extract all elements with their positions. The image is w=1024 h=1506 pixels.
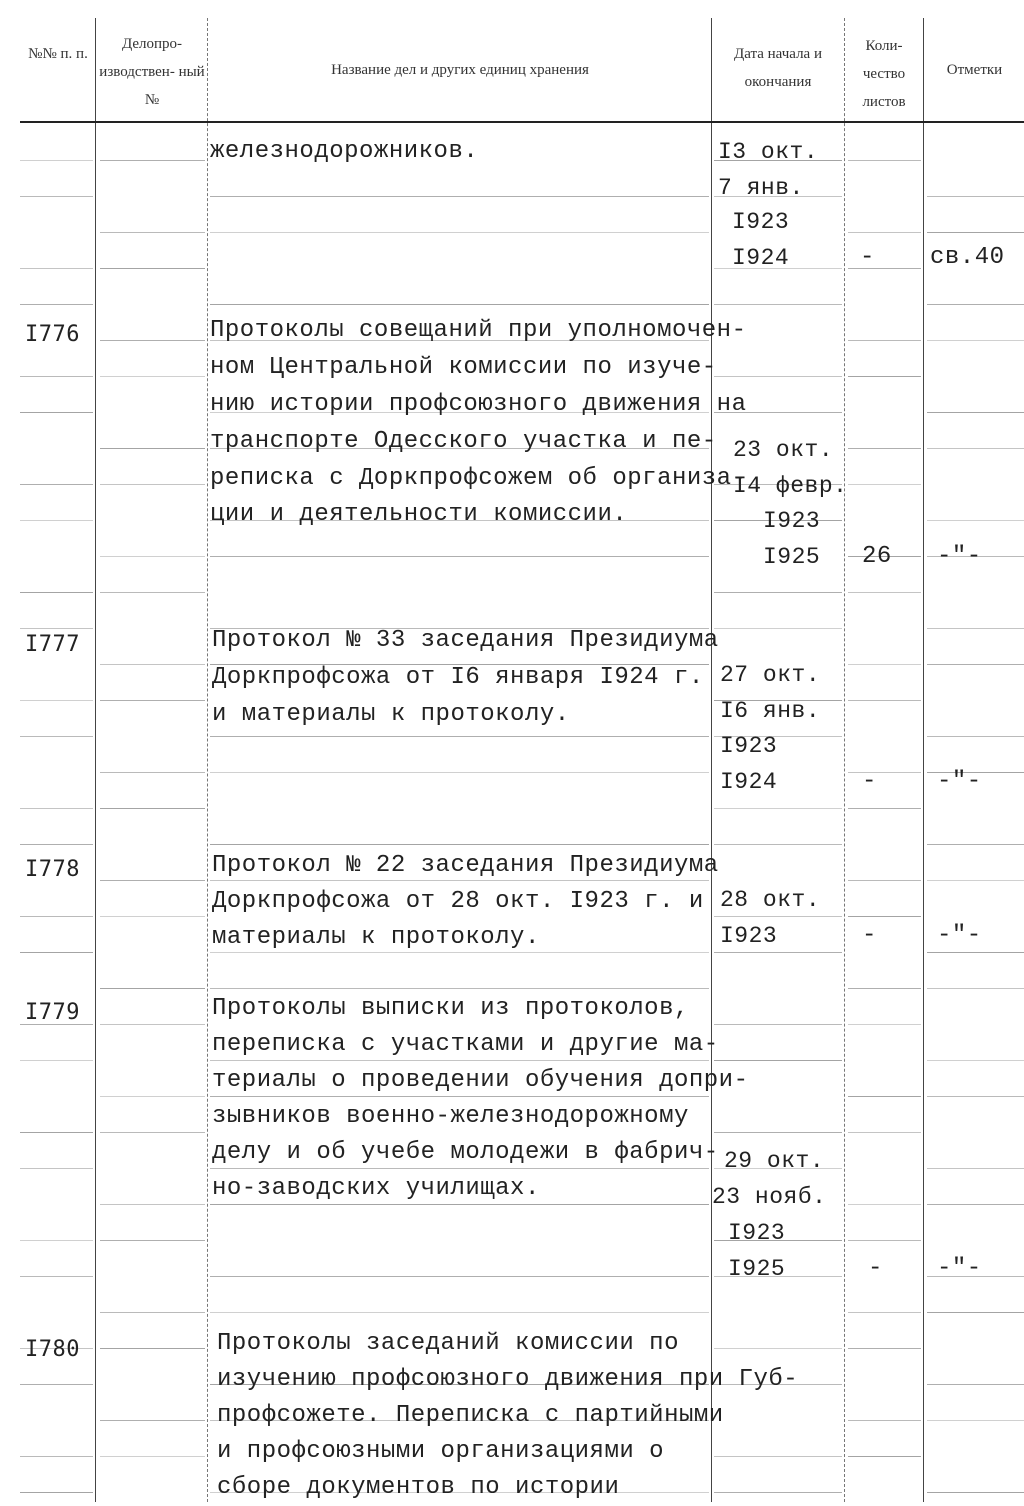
header-bottom-rule — [20, 121, 1024, 123]
row-notes: св.40 — [930, 244, 1005, 271]
header-col-sheets: Коли- чество листов — [862, 38, 906, 110]
guide-rule — [927, 448, 1024, 449]
guide-rule — [100, 232, 205, 233]
guide-rule — [714, 304, 842, 305]
guide-rule — [100, 916, 205, 917]
guide-rule — [848, 484, 921, 485]
row-title-line: Доркпрофсожа от 28 окт. I923 г. и — [212, 888, 704, 915]
row-sheets: 26 — [862, 543, 892, 570]
guide-rule — [848, 1456, 921, 1457]
guide-rule — [848, 1204, 921, 1205]
guide-rule — [848, 1240, 921, 1241]
column-divider — [207, 18, 208, 1502]
row-title-line: материалы к протоколу. — [212, 924, 540, 951]
row-sheets: - — [868, 1255, 883, 1282]
row-sheets: - — [862, 768, 877, 795]
guide-rule — [20, 736, 93, 737]
guide-rule — [927, 520, 1024, 521]
row-date-line: I924 — [720, 769, 778, 795]
row-date-line: I925 — [728, 1256, 786, 1282]
row-date-line: I923 — [728, 1220, 786, 1246]
row-title-line: Протоколы выписки из протоколов, — [212, 995, 689, 1022]
guide-rule — [848, 232, 921, 233]
guide-rule — [20, 952, 93, 953]
row-title-line: териалы о проведении обучения допри- — [212, 1067, 749, 1094]
column-divider — [95, 18, 96, 1502]
guide-rule — [927, 1312, 1024, 1313]
row-notes: -"- — [937, 768, 982, 795]
guide-rule — [100, 592, 205, 593]
guide-rule — [20, 484, 93, 485]
guide-rule — [210, 736, 709, 737]
guide-rule — [210, 844, 709, 845]
guide-rule — [848, 1024, 921, 1025]
guide-rule — [848, 268, 921, 269]
guide-rule — [100, 1348, 205, 1349]
guide-rule — [927, 232, 1024, 233]
guide-rule — [20, 1060, 93, 1061]
guide-rule — [714, 592, 842, 593]
guide-rule — [210, 772, 709, 773]
column-divider — [923, 18, 924, 1502]
row-sheets: - — [862, 922, 877, 949]
guide-rule — [210, 196, 709, 197]
guide-rule — [927, 340, 1024, 341]
guide-rule — [100, 700, 205, 701]
row-notes: -"- — [937, 1255, 982, 1282]
column-divider — [711, 18, 712, 1502]
guide-rule — [210, 304, 709, 305]
guide-rule — [927, 304, 1024, 305]
header-col-number: №№ п. п. — [28, 46, 88, 62]
guide-rule — [714, 1492, 842, 1493]
guide-rule — [714, 808, 842, 809]
guide-rule — [927, 1204, 1024, 1205]
guide-rule — [848, 1132, 921, 1133]
guide-rule — [100, 808, 205, 809]
guide-rule — [20, 1384, 93, 1385]
row-sheets: - — [860, 244, 875, 271]
guide-rule — [927, 196, 1024, 197]
row-title-line: зывников военно-железнодорожному — [212, 1103, 689, 1130]
row-notes: -"- — [937, 922, 982, 949]
guide-rule — [210, 988, 709, 989]
guide-rule — [927, 1420, 1024, 1421]
guide-rule — [20, 1168, 93, 1169]
row-title-line: Протоколы заседаний комиссии по — [217, 1330, 679, 1357]
guide-rule — [848, 700, 921, 701]
guide-rule — [20, 1276, 93, 1277]
guide-rule — [100, 268, 205, 269]
row-number: I777 — [25, 632, 80, 657]
guide-rule — [210, 556, 709, 557]
row-date-line: I923 — [720, 733, 778, 759]
header-col-dates: Дата начала и окончания — [734, 46, 822, 90]
guide-rule — [210, 1276, 709, 1277]
guide-rule — [100, 880, 205, 881]
guide-rule — [848, 1420, 921, 1421]
guide-rule — [20, 1492, 93, 1493]
guide-rule — [20, 412, 93, 413]
guide-rule — [20, 1240, 93, 1241]
row-title-line: изучению профсоюзного движения при Губ- — [217, 1366, 799, 1393]
row-title-line: но-заводских училищах. — [212, 1175, 540, 1202]
row-number: I778 — [25, 857, 80, 882]
guide-rule — [848, 772, 921, 773]
guide-rule — [20, 700, 93, 701]
guide-rule — [927, 412, 1024, 413]
guide-rule — [20, 916, 93, 917]
guide-rule — [100, 1420, 205, 1421]
guide-rule — [848, 916, 921, 917]
row-date-line: 29 окт. — [724, 1148, 825, 1174]
row-title-line: транспорте Одесского участка и пе- — [210, 428, 717, 455]
guide-rule — [927, 1384, 1024, 1385]
header-col-title: Название дел и других единиц хранения — [331, 62, 589, 78]
header-col-notes: Отметки — [946, 62, 1003, 78]
guide-rule — [927, 844, 1024, 845]
guide-rule — [927, 1168, 1024, 1169]
column-divider — [844, 18, 845, 1502]
guide-rule — [100, 1132, 205, 1133]
row-date-line: 23 нояб. — [712, 1184, 827, 1210]
guide-rule — [848, 340, 921, 341]
guide-rule — [100, 1240, 205, 1241]
guide-rule — [927, 1096, 1024, 1097]
row-date-line: I6 янв. — [720, 698, 821, 724]
guide-rule — [848, 376, 921, 377]
guide-rule — [848, 160, 921, 161]
row-date-line: 7 янв. — [718, 175, 804, 201]
guide-rule — [100, 448, 205, 449]
guide-rule — [100, 772, 205, 773]
guide-rule — [20, 160, 93, 161]
guide-rule — [20, 844, 93, 845]
guide-rule — [100, 1312, 205, 1313]
guide-rule — [210, 232, 709, 233]
guide-rule — [714, 1060, 842, 1061]
row-title-line: сборе документов по истории — [217, 1474, 620, 1501]
row-title-line: делу и об учебе молодежи в фабрич- — [212, 1139, 719, 1166]
guide-rule — [100, 1456, 205, 1457]
guide-rule — [927, 664, 1024, 665]
guide-rule — [100, 160, 205, 161]
guide-rule — [20, 1132, 93, 1133]
row-title-line: Протокол № 33 заседания Президиума — [212, 627, 719, 654]
guide-rule — [210, 1312, 709, 1313]
guide-rule — [848, 448, 921, 449]
guide-rule — [714, 844, 842, 845]
row-date-line: 23 окт. — [733, 437, 834, 463]
guide-rule — [848, 880, 921, 881]
row-date-line: I924 — [732, 245, 790, 271]
guide-rule — [714, 628, 842, 629]
row-title-line: и профсоюзными организациями о — [217, 1438, 665, 1465]
guide-rule — [927, 1492, 1024, 1493]
row-date-line: I925 — [763, 544, 821, 570]
guide-rule — [848, 1348, 921, 1349]
row-title-line: железнодорожников. — [210, 138, 479, 165]
guide-rule — [848, 1312, 921, 1313]
row-title-line: профсожете. Переписка с партийными — [217, 1402, 724, 1429]
row-date-line: I3 окт. — [718, 139, 819, 165]
row-title-line: нию истории профсоюзного движения на — [210, 391, 747, 418]
row-number: I780 — [25, 1337, 80, 1362]
row-title-line: и материалы к протоколу. — [212, 701, 570, 728]
header-col-office-number: Делопро- изводствен- ный № — [99, 36, 205, 108]
row-notes: -"- — [937, 543, 982, 570]
guide-rule — [714, 1348, 842, 1349]
row-title-line: Протокол № 22 заседания Президиума — [212, 852, 719, 879]
row-date-line: I923 — [732, 209, 790, 235]
row-title-line: ном Центральной комиссии по изуче- — [210, 354, 717, 381]
guide-rule — [927, 988, 1024, 989]
row-title-line: реписка с Доркпрофсожем об организа- — [210, 465, 747, 492]
row-date-line: I4 февр. — [733, 473, 848, 499]
guide-rule — [20, 592, 93, 593]
guide-rule — [100, 376, 205, 377]
guide-rule — [100, 1024, 205, 1025]
guide-rule — [20, 376, 93, 377]
guide-rule — [100, 484, 205, 485]
guide-rule — [927, 880, 1024, 881]
guide-rule — [848, 808, 921, 809]
guide-rule — [927, 1060, 1024, 1061]
guide-rule — [100, 340, 205, 341]
guide-rule — [714, 376, 842, 377]
guide-rule — [848, 664, 921, 665]
row-title-line: переписка с участками и другие ма- — [212, 1031, 719, 1058]
guide-rule — [848, 1096, 921, 1097]
row-title-line: Протоколы совещаний при уполномочен- — [210, 317, 747, 344]
row-date-line: 28 окт. — [720, 887, 821, 913]
guide-rule — [927, 628, 1024, 629]
guide-rule — [20, 268, 93, 269]
row-date-line: I923 — [763, 508, 821, 534]
guide-rule — [20, 304, 93, 305]
guide-rule — [714, 1024, 842, 1025]
row-date-line: I923 — [720, 923, 778, 949]
row-date-line: 27 окт. — [720, 662, 821, 688]
guide-rule — [20, 1456, 93, 1457]
row-number: I779 — [25, 1000, 80, 1025]
guide-rule — [714, 1132, 842, 1133]
row-title-line: Доркпрофсожа от I6 января I924 г. — [212, 664, 704, 691]
guide-rule — [20, 196, 93, 197]
guide-rule — [100, 1096, 205, 1097]
guide-rule — [848, 592, 921, 593]
guide-rule — [100, 1204, 205, 1205]
guide-rule — [927, 736, 1024, 737]
row-number: I776 — [25, 322, 80, 347]
guide-rule — [20, 808, 93, 809]
row-title-line: ции и деятельности комиссии. — [210, 501, 628, 528]
guide-rule — [100, 988, 205, 989]
guide-rule — [848, 988, 921, 989]
guide-rule — [100, 664, 205, 665]
guide-rule — [714, 1456, 842, 1457]
guide-rule — [20, 520, 93, 521]
guide-rule — [100, 556, 205, 557]
